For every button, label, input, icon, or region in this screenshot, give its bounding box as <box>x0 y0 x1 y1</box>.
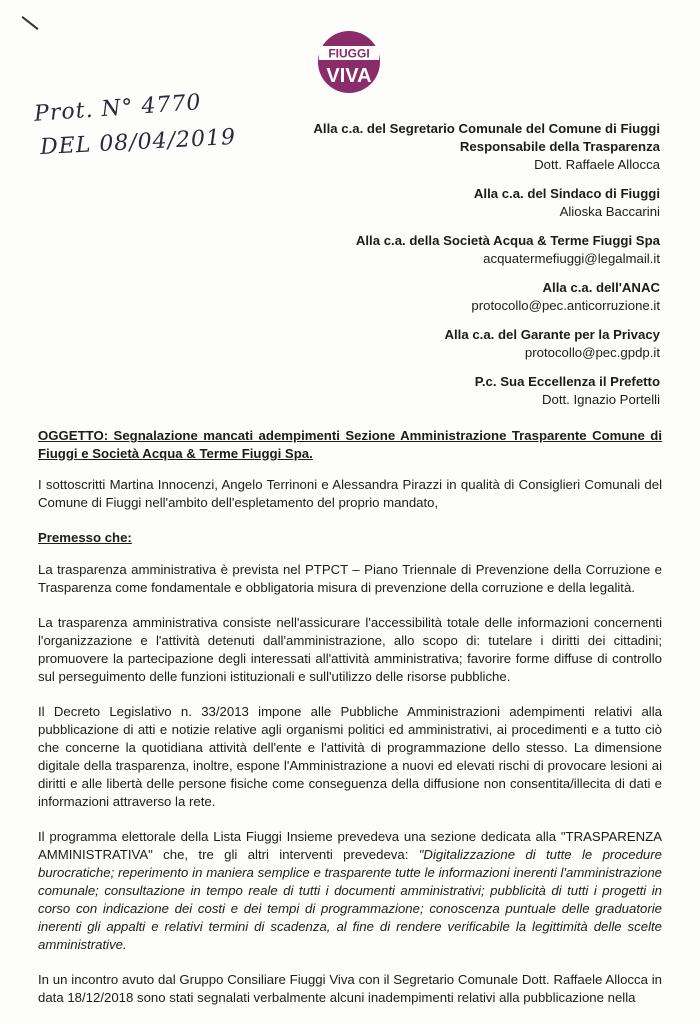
addressee <box>240 185 660 221</box>
addressee-email: protocollo@pec.gpdp.it <box>524 345 660 360</box>
addressee-title: Alla c.a. della Società Acqua & Terme Fiuggi Spa <box>355 233 660 248</box>
premesso-heading: Premesso che: <box>38 530 132 545</box>
programma-lead: Il programma elettorale della Lista Fiuggi Insieme prevedeva una sezione dedicata alla "TRASPARENZA AMMINISTRATIVA" che, tre gli altri interventi prevedeva: <box>38 829 662 862</box>
programma-paragraph <box>38 828 662 954</box>
addressee-subtitle: Responsabile della Trasparenza <box>459 139 660 154</box>
addressees-block <box>240 120 660 420</box>
addressee-title: Alla c.a. del Sindaco di Fiuggi <box>473 186 660 201</box>
addressee-title: Alla c.a. del Garante per la Privacy <box>444 327 660 342</box>
addressee <box>240 120 660 174</box>
protocol-date: DEL 08/04/2019 <box>39 124 237 161</box>
addressee-name: Dott. Raffaele Allocca <box>534 157 660 172</box>
addressee-title: Alla c.a. del Segretario Comunale del Comune di Fiuggi <box>313 121 660 136</box>
addressee <box>240 279 660 315</box>
paragraph: Il Decreto Legislativo n. 33/2013 impone alle Pubbliche Amministrazioni adempimenti relativi alla pubblicazione di atti e notizie relative agli organismi politici ed amministrativi, ai procedimenti e a tutto ciò che concerne la quotidiana attività dell'ente e l'attività di programmazione dello stesso. La dimensione digitale della trasparenza, inoltre, espone l'Amministrazione a nuovi ed elevati rischi di provocare lesioni ai diritti e alle libertà delle persone fisiche come conseguenza della diffusione non consentita/illecita di dati e informazioni attraverso la rete. <box>38 704 662 809</box>
addressee <box>240 373 660 409</box>
letter-body <box>38 427 662 1024</box>
paragraph: La trasparenza amministrativa consiste nell'assicurare l'accessibilità totale delle informazioni concernenti l'organizzazione e l'attività detenuti dall'amministrazione, allo scopo di: tutelare i diritti dei cittadini; promuovere la partecipazione degli interessati all'attività amministrativa; favorire forme diffuse di controllo sul perseguimento delle funzioni istituzionali e sull'utilizzo delle risorse pubbliche. <box>38 615 662 684</box>
addressee-title: Alla c.a. dell'ANAC <box>542 280 660 295</box>
addressee-email: acquatermefiuggi@legalmail.it <box>483 251 660 266</box>
logo-text-top: FIUGGI <box>328 46 370 61</box>
subject-line: OGGETTO: Segnalazione mancati adempimenti Sezione Amministrazione Trasparente Comune di Fiuggi e Società Acqua & Terme Fiuggi Spa. <box>38 428 662 461</box>
addressee-title: P.c. Sua Eccellenza il Prefetto <box>474 374 660 389</box>
last-paragraph: In un incontro avuto dal Gruppo Consiliare Fiuggi Viva con il Segretario Comunale Dott. Raffaele Allocca in data 18/12/2018 sono stati segnalati verbalmente alcuni inadempimenti relativi alla pubblicazione nella <box>38 972 662 1005</box>
programma-quote: "Digitalizzazione di tutte le procedure burocratiche; reperimento in maniera semplice e trasparente tutte le informazioni inerenti l'amministrazione comunale; consultazione in tempo reale di tutti i documenti amministrativi; pubblicità di tutti i progetti in corso con indicazione dei costi e dei tempi di programmazione; conoscenza puntuale delle graduatorie inerenti gli appalti e relativi termini di scadenza, al fine di rendere verificabile la legittimità delle scelte amministrative. <box>38 847 662 952</box>
scan-mark <box>22 16 39 30</box>
intro-paragraph: I sottoscritti Martina Innocenzi, Angelo Terrinoni e Alessandra Pirazzi in qualità di Consiglieri Comunali del Comune di Fiuggi nell'ambito dell'espletamento del proprio mandato, <box>38 477 662 510</box>
addressee-name: Dott. Ignazio Portelli <box>541 392 660 407</box>
logo-text-bottom: VIVA <box>326 65 372 87</box>
addressee-email: protocollo@pec.anticorruzione.it <box>471 298 660 313</box>
addressee-name: Alioska Baccarini <box>559 204 660 219</box>
fiuggi-viva-logo <box>313 28 385 96</box>
addressee <box>240 326 660 362</box>
protocol-number: Prot. N° 4770 <box>33 90 203 127</box>
paragraph: La trasparenza amministrativa è prevista nel PTPCT – Piano Triennale di Prevenzione della Corruzione e Trasparenza come fondamentale e obbligatoria misura di prevenzione della corruzione e della legalità. <box>38 562 662 595</box>
addressee <box>240 232 660 268</box>
